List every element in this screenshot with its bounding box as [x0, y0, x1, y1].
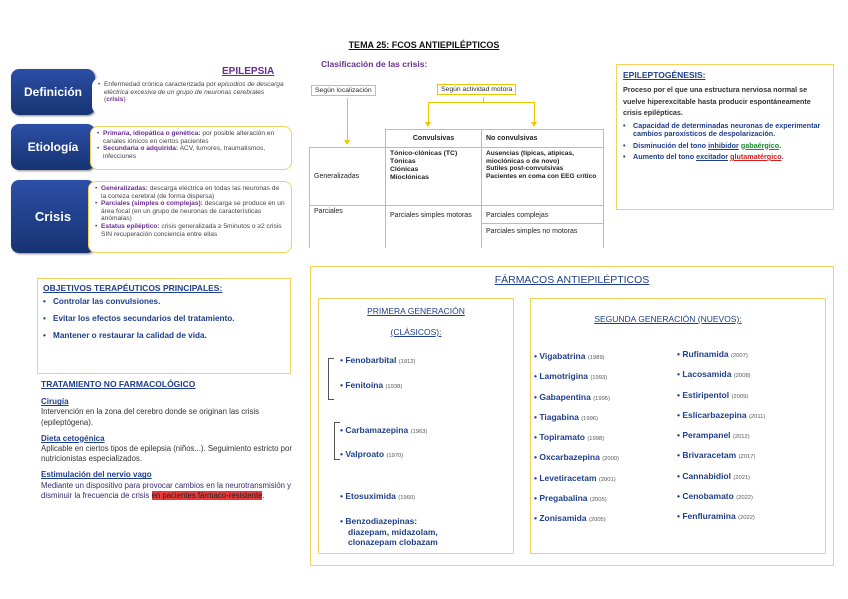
drug-cannabidiol: • Cannabidiol (2021)	[677, 470, 751, 481]
crisis-label: Crisis	[11, 180, 95, 253]
epileptogenesis-bullet-1: • Capacidad de determinadas neuronas de experimentar cambios paroxísticos de despolarización.	[623, 122, 827, 139]
epileptogenesis-heading: EPILEPTOGÉNESIS:	[623, 70, 706, 80]
objetivo-3: • Mantener o restaurar la calidad de vida.	[43, 331, 285, 341]
drug-pregabalina: • Pregabalina (2005)	[534, 493, 607, 504]
epileptogenesis-box	[616, 64, 834, 210]
drug-perampanel: • Perampanel (2012)	[677, 430, 750, 441]
definicion-box	[92, 78, 292, 114]
segunda-heading: SEGUNDA GENERACIÓN (NUEVOS):	[594, 314, 742, 324]
drug-cenobamato: • Cenobamato (2022)	[677, 491, 753, 502]
drug-fenobarbital: • Fenobarbital (1912)	[340, 355, 416, 365]
etiologia-label: Etiología	[11, 124, 95, 170]
drug-lamotrigina: • Lamotrigina (1993)	[534, 371, 608, 382]
definicion-label: Definición	[11, 69, 95, 115]
segunda-col-2	[677, 349, 822, 532]
clasificacion-title: Clasificación de las crisis:	[321, 59, 428, 69]
clasificacion-table	[309, 129, 604, 248]
dieta-heading: Dieta cetogénica	[41, 433, 105, 443]
drug-topiramato: • Topiramato (1998)	[534, 432, 605, 443]
drug-fenfluramina: • Fenfluramina (2022)	[677, 511, 755, 522]
epileptogenesis-text: Proceso por el que una estructura nerviosa normal se vuelve hiperexcitable hasta producir espontáneamente crisis epilépticas.	[623, 85, 811, 117]
etiologia-secundaria: • Secundaria o adquirida: ACV, tumores, traumatismos, infecciones	[97, 145, 286, 160]
definicion-text: • Enfermedad crónica caracterizada por episodios de descarga eléctrica excesiva de un grupo de neuronas cerebrales (crisis)	[98, 81, 287, 104]
drug-gabapentina: • Gabapentina (1995)	[534, 391, 610, 402]
row-generalizadas: Generalizadas	[310, 148, 386, 206]
connector-noconvulsivas	[534, 102, 535, 124]
cell-gen-noconvulsivas: Ausencias (típicas, atípicas, mioclónicas o de novo) Sutiles post-convulsivas Pacientes en coma con EEG crítico	[482, 148, 604, 206]
drug-levetiracetam: • Levetiracetam (2001)	[534, 472, 616, 483]
drug-rufinamida: • Rufinamida (2007)	[677, 349, 748, 359]
connector-motora-h	[428, 102, 534, 103]
connector-convulsivas	[428, 102, 429, 124]
epileptogenesis-bullet-2: • Disminución del tono inhibidor gabaérgico.	[623, 142, 827, 151]
drug-benzodiazepinas: • Benzodiazepinas: diazepam, midazolam, clonazepam clobazam	[340, 516, 438, 547]
drug-zonisamida: • Zonisamida (2005)	[534, 513, 606, 524]
col-no-convulsivas: No convulsivas	[482, 130, 604, 148]
cirugia-heading: Cirugía	[41, 397, 69, 407]
crisis-box	[88, 181, 292, 253]
page-title: TEMA 25: FCOS ANTIEPILÉPTICOS	[348, 40, 500, 50]
drug-valproato: • Valproato (1970)	[340, 449, 404, 459]
vago-text: Mediante un dispositivo para provocar cambios en la neurotransmisión y disminuir la frecuencia de crisis en pacientes fármaco-resistente.	[41, 480, 292, 500]
etiologia-primaria: • Primaria, idiopática o genética: por posible alteración en canales iónicos en ciertos pacientes	[97, 130, 286, 145]
primera-heading-1: PRIMERA GENERACIÓN	[367, 306, 465, 316]
col-convulsivas: Convulsivas	[386, 130, 482, 148]
dieta-text: Aplicable en ciertos tipos de epilepsia (niños...). Seguimiento estricto por nutricionistas especializados.	[41, 444, 292, 464]
arrow-head-noconvulsivas	[531, 122, 537, 127]
segunda-col-1	[534, 351, 674, 534]
cell-par-convulsivas: Parciales simples motoras	[386, 206, 482, 248]
drug-carbamazepina: • Carbamazepina (1963)	[340, 425, 428, 435]
drug-lacosamida: • Lacosamida (2008)	[677, 369, 751, 380]
drug-tiagabina: • Tiagabina (1996)	[534, 411, 599, 422]
drug-vigabatrina: • Vigabatrina (1989)	[534, 351, 605, 361]
etiologia-box	[90, 126, 292, 170]
primera-heading-2: (CLÁSICOS):	[390, 327, 442, 337]
drug-estiripentol: • Estiripentol (2009)	[677, 389, 749, 400]
row-parciales: Parciales	[310, 206, 386, 248]
arrow-head-convulsivas	[425, 122, 431, 127]
drug-fenitoina: • Fenitoína (1938)	[340, 380, 403, 390]
crisis-parciales: • Parciales (simples o complejas): descarga se produce en un área focal (en un grupo de neuronas de características anómalas)	[95, 200, 286, 223]
drug-brivaracetam: • Brivaracetam (2017)	[677, 450, 756, 461]
farmacos-heading: FÁRMACOS ANTIEPILÉPTICOS	[494, 274, 650, 286]
cell-par-noconvulsivas: Parciales complejas Parciales simples no motoras	[482, 206, 604, 248]
drug-eslicarbazepina: • Eslicarbazepina (2011)	[677, 409, 766, 420]
objetivo-2: • Evitar los efectos secundarios del tratamiento.	[43, 314, 285, 324]
epileptogenesis-bullet-3: • Aumento del tono excitador glutamatérgico.	[623, 153, 827, 162]
crisis-estatus: • Estatus epiléptico: crisis generalizada ≥ 5minutos o ≥2 crisis SIN recuperación conciencia entre ellas	[95, 223, 286, 238]
objetivos-box	[37, 278, 291, 374]
cirugia-text: Intervención en la zona del cerebro donde se originan las crisis (epileptógena).	[41, 407, 260, 427]
crisis-generalizadas: • Generalizadas: descarga eléctrica en todas las neuronas de la corteza cerebral (de forma dispersa)	[95, 185, 286, 200]
no-farmacologico-section	[41, 379, 293, 501]
vago-heading: Estimulación del nervio vago	[41, 470, 152, 480]
no-farmacologico-heading: TRATAMIENTO NO FARMACOLÓGICO	[41, 379, 196, 389]
tag-motora: Según actividad motora	[437, 84, 516, 95]
tag-localizacion: Según localización	[311, 85, 376, 96]
objetivos-heading: OBJETIVOS TERAPÉUTICOS PRINCIPALES:	[43, 283, 223, 293]
bracket-1	[328, 358, 334, 400]
epilepsia-heading: EPILEPSIA	[222, 66, 275, 77]
cell-gen-convulsivas: Tónico-clónicas (TC) Tónicas Clónicas Mioclónicas	[386, 148, 482, 206]
drug-oxcarbazepina: • Oxcarbazepina (2000)	[534, 452, 619, 463]
objetivo-1: • Controlar las convulsiones.	[43, 297, 285, 307]
drug-etosuximida: • Etosuximida (1960)	[340, 491, 416, 501]
